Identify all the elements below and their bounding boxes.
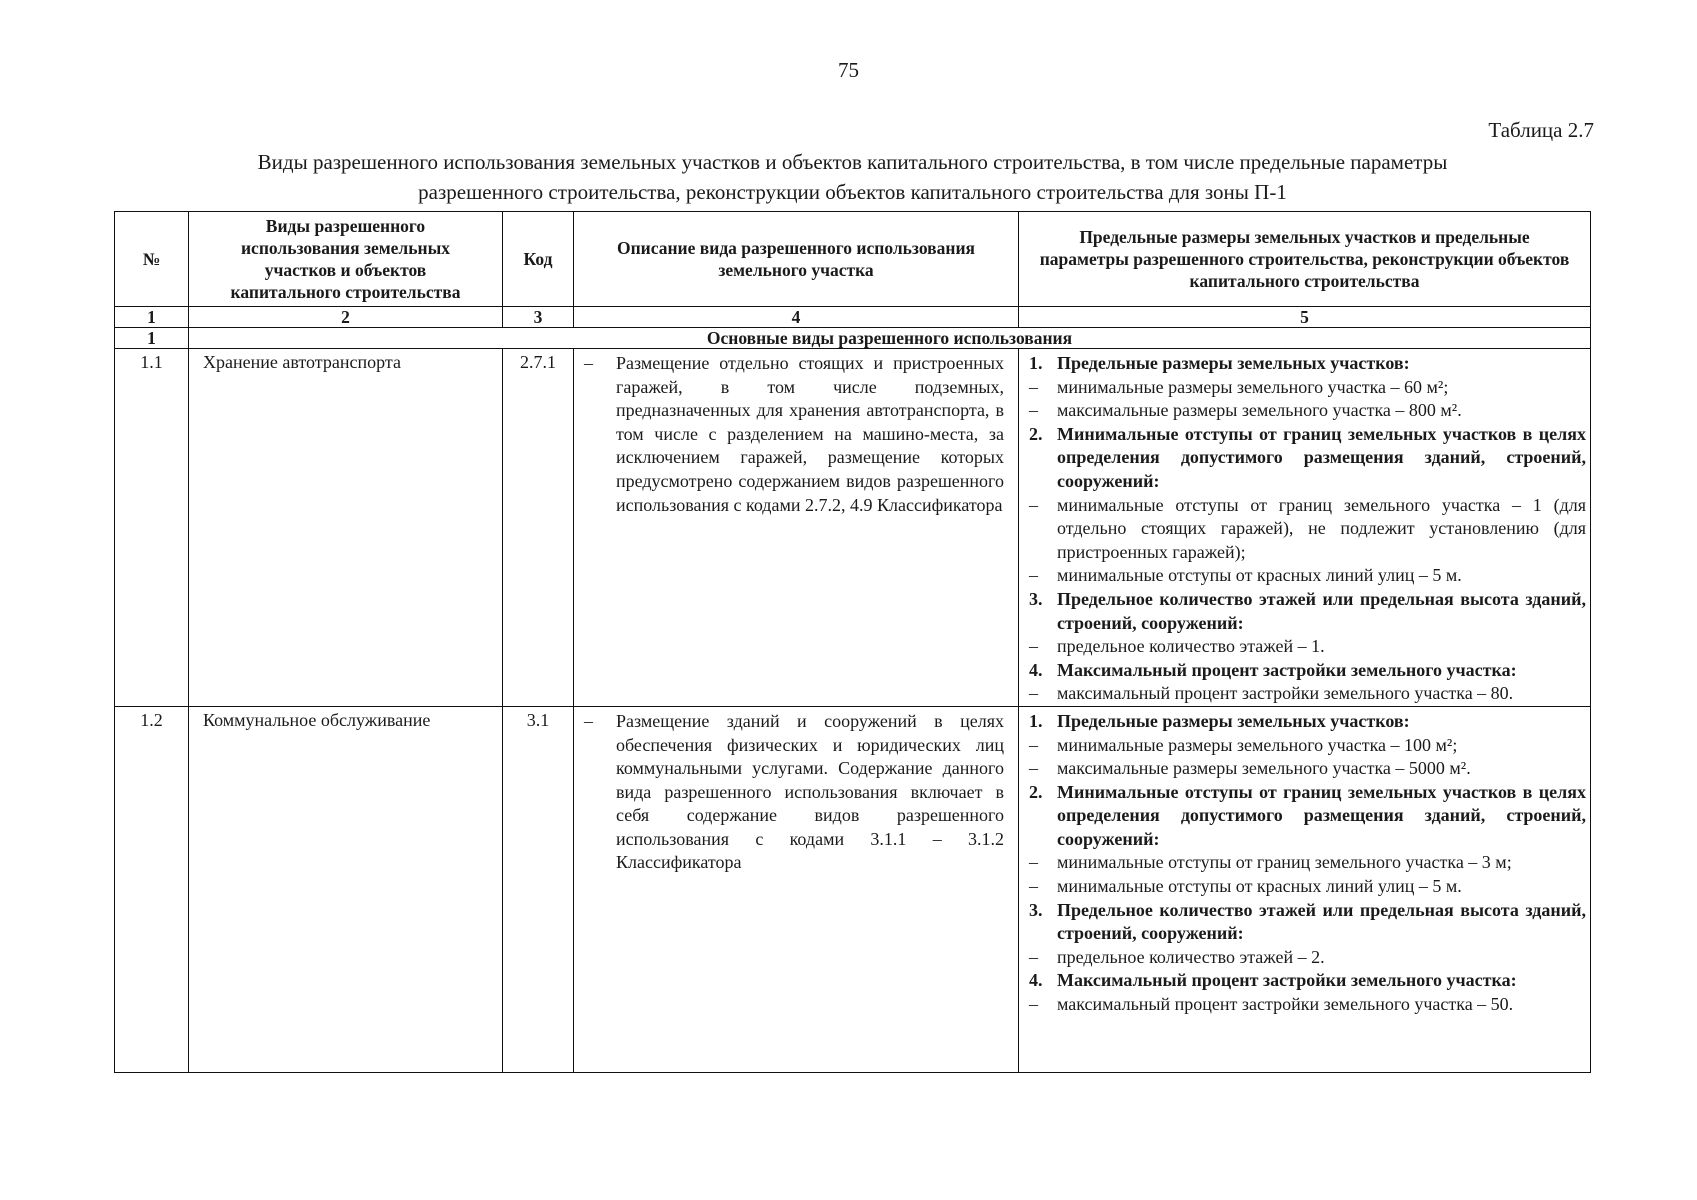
param-item (1029, 757, 1586, 781)
row-description: Размещение зданий и сооружений в целях обеспечения физических и юридических лиц коммунальными услугами. Содержание данного вида разрешенного использования включает в себя содержание видов разрешенного использования с кодами 3.1.1 – 3.1.2 Классификатора (616, 710, 1004, 873)
dash-marker: – (584, 353, 593, 373)
table-label: Таблица 2.7 (1488, 118, 1594, 142)
column-number: 1 (115, 307, 189, 328)
dash-marker: – (1029, 734, 1038, 755)
row-number: 1.2 (115, 706, 189, 1072)
param-heading (1029, 710, 1586, 734)
header-code: Код (503, 212, 574, 307)
column-number: 2 (189, 307, 503, 328)
param-item-text: минимальные размеры земельного участка – 100 м²; (1057, 734, 1458, 755)
param-item-text: предельное количество этажей – 2. (1057, 946, 1325, 967)
header-kind: Виды разрешенного использования земельных участков и объектов капитального строительства (189, 212, 503, 307)
page-number: 75 (838, 58, 859, 82)
param-item-text: минимальные размеры земельного участка – 60 м²; (1057, 376, 1449, 397)
param-heading (1029, 423, 1586, 494)
dash-marker: – (1029, 758, 1038, 779)
table-title (115, 147, 1590, 207)
param-item (1029, 399, 1586, 423)
param-item-text: минимальные отступы от границ земельного участка – 1 (для отдельно стоящих гаражей), не подлежит установлению (для пристроенных гаражей); (1057, 494, 1586, 562)
dash-marker: – (1029, 400, 1038, 421)
dash-marker: – (1029, 852, 1038, 873)
row-name: Хранение автотранспорта (189, 349, 503, 707)
section-title: Основные виды разрешенного использования (189, 328, 1591, 349)
param-number: 1. (1029, 353, 1043, 373)
column-number: 5 (1019, 307, 1591, 328)
table-title-line1: Виды разрешенного использования земельных участков и объектов капитального строительства, в том числе предельные параметры (257, 150, 1448, 174)
column-number: 3 (503, 307, 574, 328)
dash-marker: – (1029, 994, 1038, 1015)
table-row (115, 706, 1591, 1072)
param-item-text: максимальный процент застройки земельного участка – 80. (1057, 683, 1514, 704)
param-heading-text: Предельные размеры земельных участков: (1057, 710, 1410, 731)
param-item (1029, 682, 1586, 706)
param-item (1029, 564, 1586, 588)
header-description: Описание вида разрешенного использования земельного участка (574, 212, 1019, 307)
description-item (574, 707, 1018, 875)
table-row (115, 349, 1591, 707)
dash-marker: – (1029, 946, 1038, 967)
param-number: 4. (1029, 970, 1043, 991)
land-use-table (114, 211, 1591, 1073)
param-number: 3. (1029, 899, 1043, 920)
param-item-text: минимальные отступы от границ земельного участка – 3 м; (1057, 852, 1512, 873)
dash-marker: – (584, 710, 593, 731)
dash-marker: – (1029, 683, 1038, 704)
param-number: 4. (1029, 659, 1043, 680)
param-heading (1029, 352, 1586, 376)
param-heading-text: Предельное количество этажей или предельная высота зданий, строений, сооружений: (1057, 588, 1586, 633)
param-heading-text: Предельные размеры земельных участков: (1057, 353, 1410, 373)
param-item-text: максимальные размеры земельного участка – 5000 м². (1057, 758, 1471, 779)
param-item (1029, 734, 1586, 758)
param-item-text: максимальный процент застройки земельного участка – 50. (1057, 994, 1514, 1015)
column-number-row (115, 307, 1591, 328)
param-heading-text: Минимальные отступы от границ земельных участков в целях определения допустимого размещения зданий, строений, сооружений: (1057, 781, 1586, 849)
row-code: 3.1 (503, 706, 574, 1072)
header-no: № (115, 212, 189, 307)
section-row (115, 328, 1591, 349)
params-list (1019, 707, 1590, 1017)
dash-marker: – (1029, 565, 1038, 586)
description-item (574, 349, 1018, 517)
param-heading (1029, 899, 1586, 946)
param-item (1029, 946, 1586, 970)
param-number: 3. (1029, 588, 1043, 609)
row-number: 1.1 (115, 349, 189, 707)
param-item-text: минимальные отступы от красных линий улиц – 5 м. (1057, 876, 1462, 897)
param-heading (1029, 781, 1586, 852)
dash-marker: – (1029, 376, 1038, 397)
param-heading-text: Максимальный процент застройки земельного участка: (1057, 659, 1517, 680)
dash-marker: – (1029, 494, 1038, 515)
row-description-cell (574, 706, 1019, 1072)
row-name: Коммунальное обслуживание (189, 706, 503, 1072)
param-heading (1029, 659, 1586, 683)
table-title-line2: разрешенного строительства, реконструкции объектов капитального строительства для зоны П-1 (418, 180, 1287, 204)
param-heading-text: Минимальные отступы от границ земельных участков в целях определения допустимого размещения зданий, строений, сооружений: (1057, 423, 1586, 491)
header-params: Предельные размеры земельных участков и предельные параметры разрешенного строительства, реконструкции объектов капитального строительства (1019, 212, 1591, 307)
param-item (1029, 635, 1586, 659)
param-item-text: минимальные отступы от красных линий улиц – 5 м. (1057, 565, 1462, 586)
params-list (1019, 349, 1590, 706)
row-description: Размещение отдельно стоящих и пристроенных гаражей, в том числе подземных, предназначенных для хранения автотранспорта, в том числе с разделением на машино-места, за исключением гаражей, размещение которых предусмотрено содержанием видов разрешенного использования с кодами 2.7.2, 4.9 Классификатора (616, 353, 1004, 515)
param-heading (1029, 588, 1586, 635)
dash-marker: – (1029, 876, 1038, 897)
param-heading-text: Предельное количество этажей или предельная высота зданий, строений, сооружений: (1057, 899, 1586, 944)
dash-marker: – (1029, 636, 1038, 657)
param-heading-text: Максимальный процент застройки земельного участка: (1057, 970, 1517, 991)
row-params-cell (1019, 349, 1591, 707)
param-item-text: предельное количество этажей – 1. (1057, 636, 1325, 657)
param-number: 1. (1029, 710, 1043, 731)
param-item (1029, 851, 1586, 875)
param-item (1029, 993, 1586, 1017)
section-number: 1 (115, 328, 189, 349)
param-item (1029, 494, 1586, 565)
row-params-cell (1019, 706, 1591, 1072)
header-row (115, 212, 1591, 307)
param-item (1029, 875, 1586, 899)
column-number: 4 (574, 307, 1019, 328)
param-item-text: максимальные размеры земельного участка – 800 м². (1057, 400, 1462, 421)
row-description-cell (574, 349, 1019, 707)
param-heading (1029, 969, 1586, 993)
row-code: 2.7.1 (503, 349, 574, 707)
param-item (1029, 376, 1586, 400)
param-number: 2. (1029, 423, 1043, 444)
param-number: 2. (1029, 781, 1043, 802)
